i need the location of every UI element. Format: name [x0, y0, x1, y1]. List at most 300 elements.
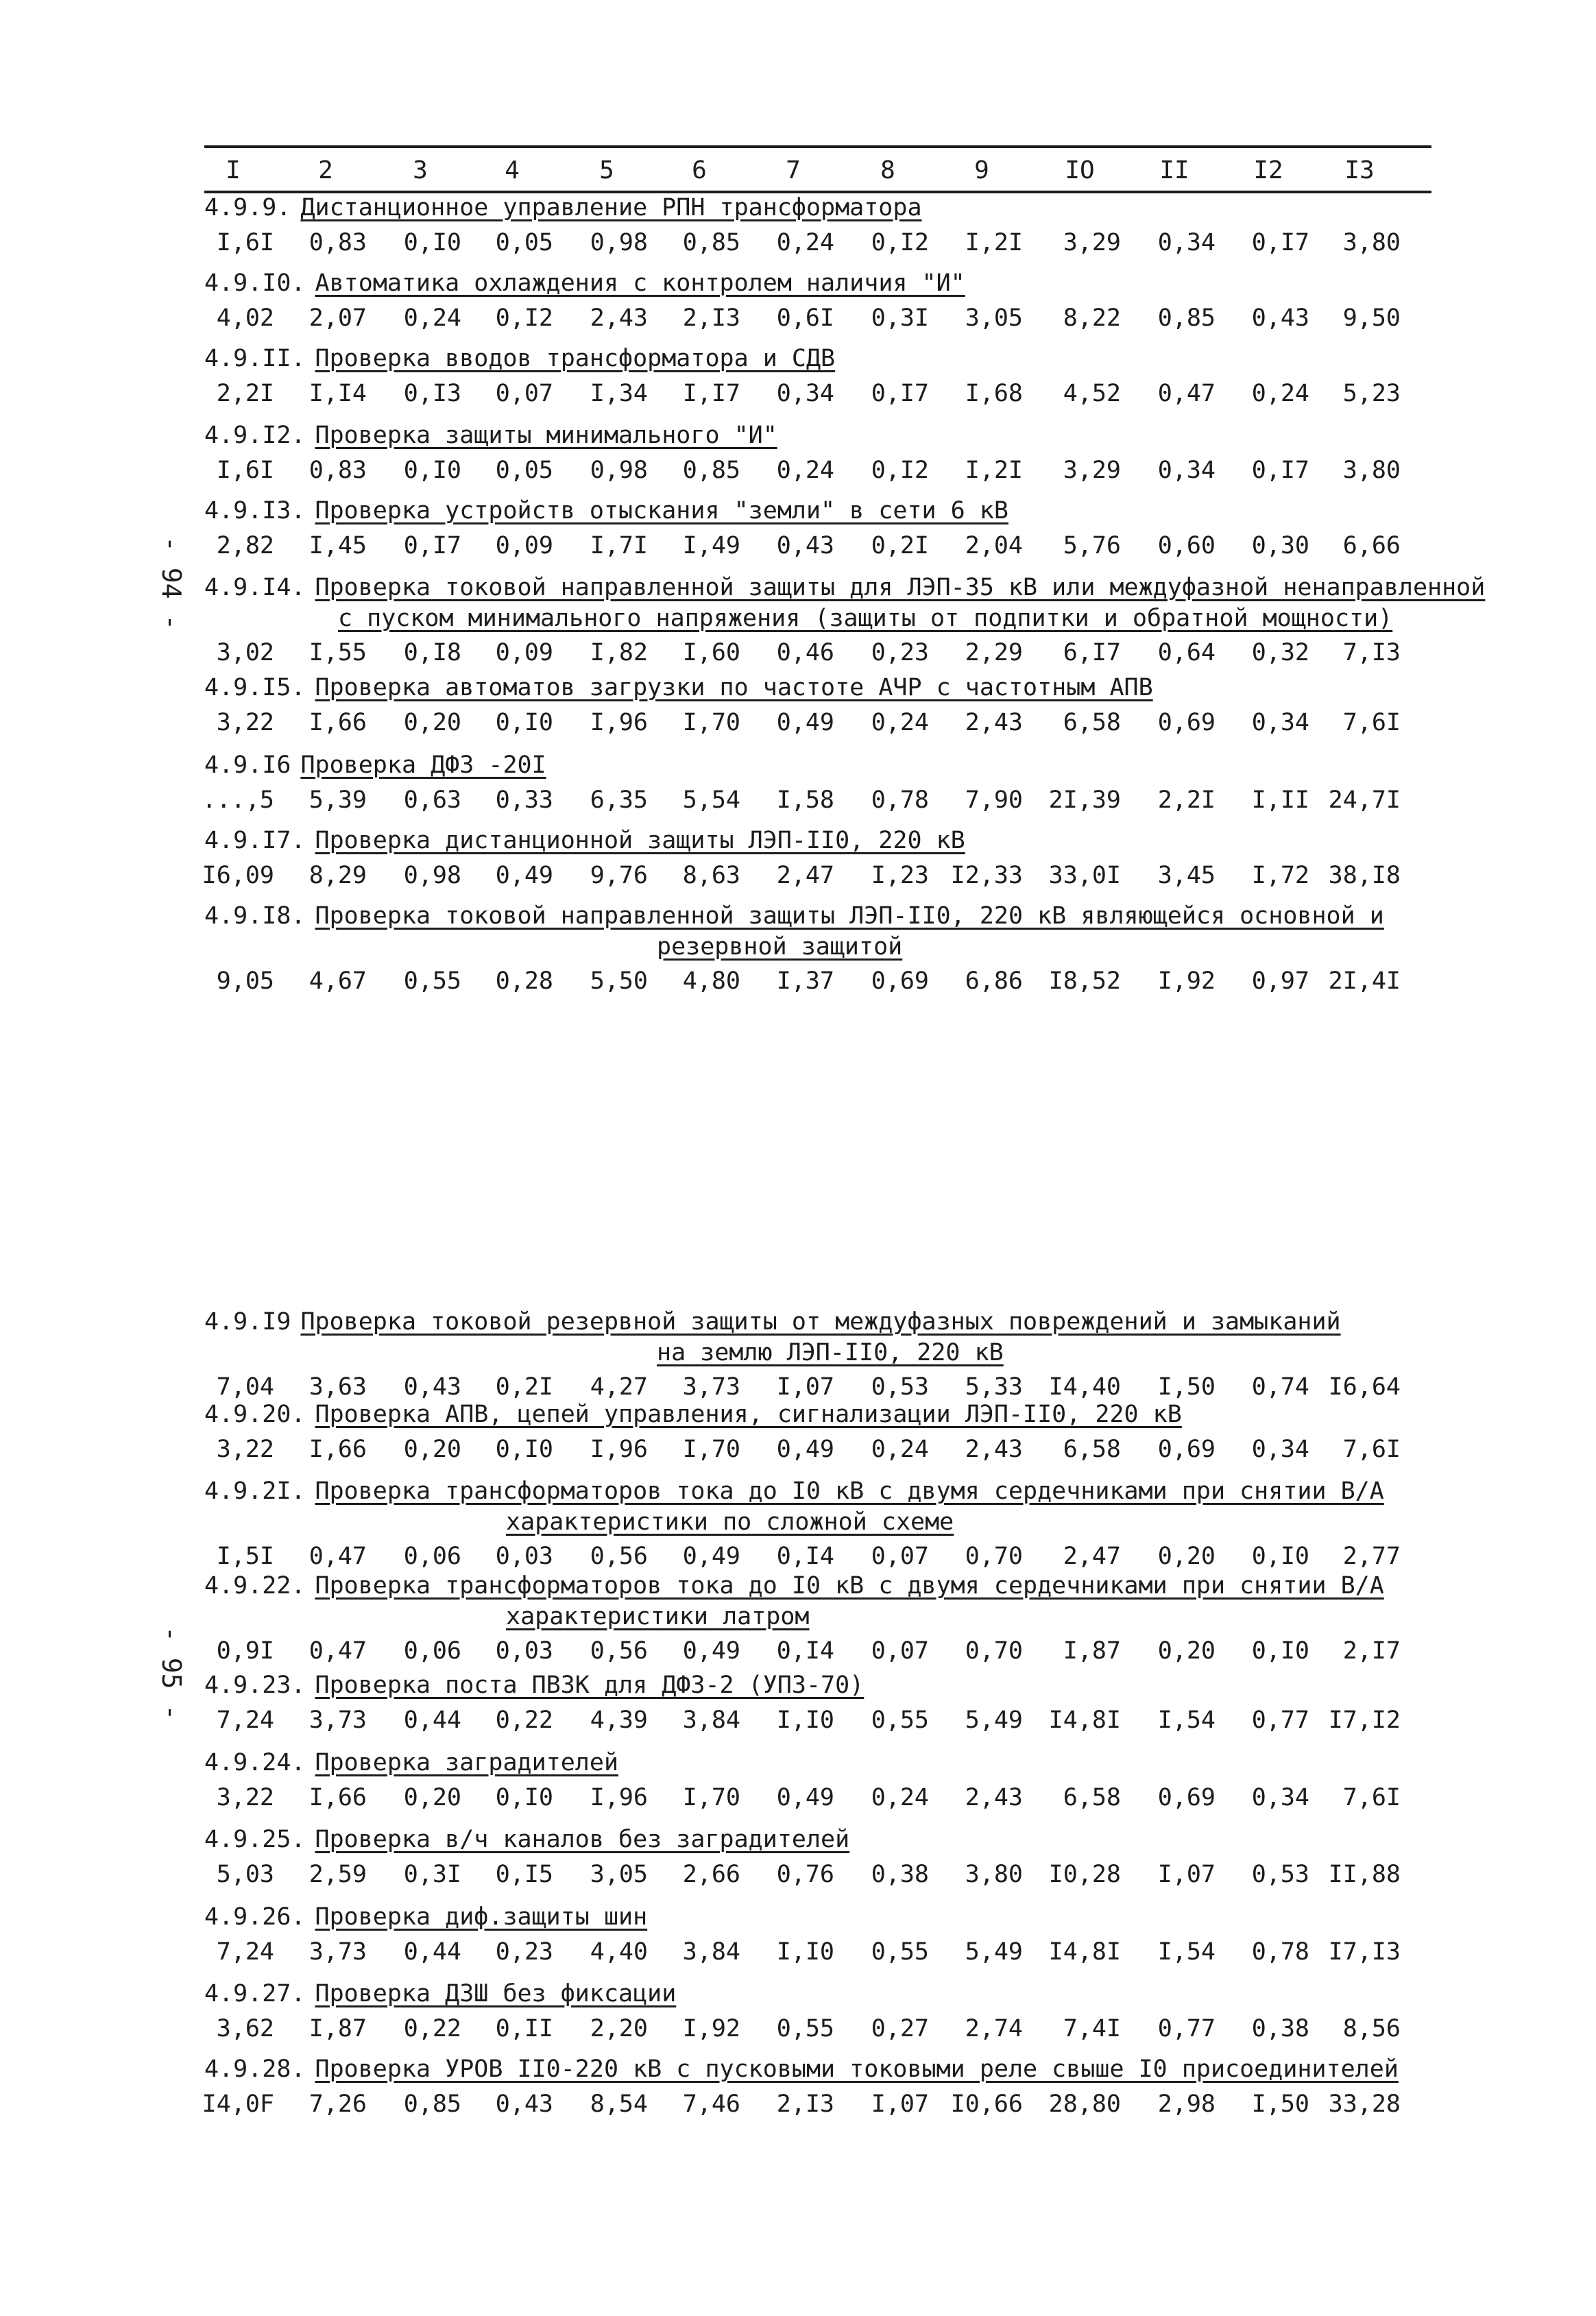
item-number: 4.9.I9 [204, 1308, 291, 1336]
value-cell: 8,63 [682, 862, 740, 889]
work-item-title [204, 343, 1438, 374]
value-cell: 0,2I [495, 1373, 553, 1401]
value-cell: II,88 [1328, 1861, 1401, 1888]
item-number: 4.9.I5. [204, 674, 306, 701]
value-cell: 0,20 [1157, 1637, 1216, 1665]
value-cell: 0,3I [403, 1861, 461, 1888]
work-item [204, 749, 1438, 817]
value-cell: 2,I7 [1342, 1637, 1401, 1665]
value-cell: 0,22 [403, 2015, 461, 2042]
value-cell: 2,43 [965, 709, 1023, 736]
value-cell: I,2I [965, 229, 1023, 256]
value-cell: 9,50 [1342, 304, 1401, 332]
header-col-1: I [226, 156, 241, 184]
value-cell: 0,I3 [403, 380, 461, 407]
work-item-title [204, 1978, 1438, 2010]
header-col-3: 3 [413, 156, 428, 184]
value-cell: 0,07 [495, 380, 553, 407]
value-cell: 2,43 [590, 304, 648, 332]
value-cell: 0,43 [495, 2090, 553, 2118]
value-cell: 3,22 [216, 709, 274, 736]
item-number: 4.9.I8. [204, 902, 306, 930]
value-cell: 0,I8 [403, 639, 461, 666]
value-cell: I,07 [871, 2090, 929, 2118]
value-cell: 4,02 [216, 304, 274, 332]
value-cell: 6,I7 [1063, 639, 1121, 666]
value-cell: I,45 [309, 532, 367, 559]
value-cell: I,07 [1157, 1861, 1216, 1888]
value-cell: 6,86 [965, 967, 1023, 995]
work-item-title [204, 672, 1438, 703]
value-cell: 2,07 [309, 304, 367, 332]
work-item-title [204, 1824, 1438, 1855]
work-item-title [204, 749, 1438, 781]
value-cell: 8,29 [309, 862, 367, 889]
value-cell: I,92 [1157, 967, 1216, 995]
value-cell: 0,55 [871, 1938, 929, 1966]
value-cell: 0,78 [871, 786, 929, 814]
value-cell: 2,66 [682, 1861, 740, 1888]
item-title-text: Проверка вводов трансформатора и СДВ [315, 345, 836, 372]
value-cell: I,96 [590, 1784, 648, 1811]
value-cell: 0,34 [1251, 1784, 1309, 1811]
value-cell: 0,85 [403, 2090, 461, 2118]
work-item-title [204, 495, 1438, 527]
value-cell: 0,I4 [776, 1637, 834, 1665]
value-cell: I4,0F [202, 2090, 274, 2118]
item-title-text: Проверка защиты минимального "И" [315, 422, 777, 449]
value-cell: 2,47 [1063, 1543, 1121, 1570]
value-cell: I,72 [1251, 862, 1309, 889]
value-cell: 0,23 [495, 1938, 553, 1966]
values-row [204, 1704, 1438, 1737]
value-cell: 0,32 [1251, 639, 1309, 666]
work-item [204, 1399, 1438, 1466]
value-cell: I,92 [682, 2015, 740, 2042]
value-cell: 0,28 [495, 967, 553, 995]
value-cell: 5,03 [216, 1861, 274, 1888]
value-cell: I7,I2 [1328, 1706, 1401, 1734]
value-cell: 3,62 [216, 2015, 274, 2042]
value-cell: 2,77 [1342, 1543, 1401, 1570]
value-cell: I,54 [1157, 1938, 1216, 1966]
value-cell: I,6I [216, 229, 274, 256]
value-cell: 4,52 [1063, 380, 1121, 407]
value-cell: 2,29 [965, 639, 1023, 666]
item-title-text: Проверка автоматов загрузки по частоте АЧР с частотным АПВ [315, 674, 1153, 701]
value-cell: 0,69 [1157, 1784, 1216, 1811]
value-cell: 0,09 [495, 639, 553, 666]
value-cell: I,96 [590, 1436, 648, 1463]
value-cell: 0,03 [495, 1543, 553, 1570]
value-cell: 0,53 [1251, 1861, 1309, 1888]
values-row [204, 529, 1438, 562]
value-cell: 33,0I [1048, 862, 1121, 889]
value-cell: 0,07 [871, 1543, 929, 1570]
value-cell: 5,49 [965, 1706, 1023, 1734]
value-cell: I,2I [965, 457, 1023, 484]
work-item [204, 1669, 1438, 1737]
value-cell: I,II [1251, 786, 1309, 814]
value-cell: 0,98 [590, 229, 648, 256]
value-cell: 2,I3 [776, 2090, 834, 2118]
values-row [204, 706, 1438, 739]
value-cell: 0,77 [1251, 1706, 1309, 1734]
value-cell: 0,I5 [495, 1861, 553, 1888]
value-cell: 0,44 [403, 1706, 461, 1734]
values-row [204, 1433, 1438, 1466]
values-row [204, 1540, 1438, 1573]
value-cell: 0,49 [776, 1436, 834, 1463]
item-title-text: Проверка в/ч каналов без заградителей [315, 1826, 850, 1853]
value-cell: I0,66 [950, 2090, 1023, 2118]
value-cell: 0,47 [309, 1543, 367, 1570]
work-item-title [204, 825, 1438, 856]
value-cell: 3,80 [1342, 457, 1401, 484]
item-title-text: Проверка устройств отыскания "земли" в сети 6 кВ [315, 497, 1008, 524]
item-number: 4.9.2I. [204, 1477, 306, 1505]
value-cell: 2,98 [1157, 2090, 1216, 2118]
value-cell: I,66 [309, 1436, 367, 1463]
value-cell: 0,33 [495, 786, 553, 814]
value-cell: I,23 [871, 862, 929, 889]
value-cell: 0,05 [495, 457, 553, 484]
header-col-13: I3 [1344, 156, 1375, 184]
value-cell: 0,70 [965, 1637, 1023, 1665]
work-item-title [204, 1901, 1438, 1933]
value-cell: 7,I3 [1342, 639, 1401, 666]
header-col-10: IO [1065, 156, 1095, 184]
value-cell: 0,07 [871, 1637, 929, 1665]
value-cell: 0,77 [1157, 2015, 1216, 2042]
work-item [204, 1978, 1438, 2045]
value-cell: 2I,39 [1048, 786, 1121, 814]
value-cell: ...,5 [202, 786, 274, 814]
value-cell: 2,43 [965, 1784, 1023, 1811]
value-cell: 0,76 [776, 1861, 834, 1888]
value-cell: 4,39 [590, 1706, 648, 1734]
value-cell: I7,I3 [1328, 1938, 1401, 1966]
value-cell: 0,43 [1251, 304, 1309, 332]
value-cell: 0,49 [776, 1784, 834, 1811]
value-cell: 3,45 [1157, 862, 1216, 889]
value-cell: 0,34 [1251, 1436, 1309, 1463]
value-cell: 8,56 [1342, 2015, 1401, 2042]
work-item [204, 267, 1438, 335]
value-cell: I,70 [682, 709, 740, 736]
item-number: 4.9.I7. [204, 827, 306, 854]
value-cell: I,7I [590, 532, 648, 559]
work-item-title [204, 572, 1486, 603]
work-item [204, 572, 1486, 669]
work-item [204, 1570, 1438, 1667]
values-row [204, 377, 1438, 410]
value-cell: I,07 [776, 1373, 834, 1401]
item-number: 4.9.I2. [204, 422, 306, 449]
item-title-continuation: характеристики по сложной схеме [506, 1508, 954, 1536]
value-cell: 0,I4 [776, 1543, 834, 1570]
value-cell: 3,63 [309, 1373, 367, 1401]
value-cell: 7,46 [682, 2090, 740, 2118]
value-cell: 0,I7 [1251, 457, 1309, 484]
item-title-text: Проверка УРОВ II0-220 кВ с пусковыми токовыми реле свыше I0 присоединителей [315, 2055, 1399, 2083]
value-cell: 0,6I [776, 304, 834, 332]
value-cell: 0,69 [871, 967, 929, 995]
value-cell: 0,03 [495, 1637, 553, 1665]
value-cell: 0,05 [495, 229, 553, 256]
item-number: 4.9.23. [204, 1672, 306, 1699]
header-col-4: 4 [505, 156, 520, 184]
value-cell: 0,85 [682, 229, 740, 256]
value-cell: 0,53 [871, 1373, 929, 1401]
value-cell: 3,84 [682, 1706, 740, 1734]
value-cell: 3,80 [965, 1861, 1023, 1888]
value-cell: 6,58 [1063, 709, 1121, 736]
value-cell: 0,27 [871, 2015, 929, 2042]
item-number: 4.9.26. [204, 1903, 306, 1931]
item-number: 4.9.I6 [204, 751, 291, 779]
value-cell: I,I7 [682, 380, 740, 407]
work-item-title [204, 420, 1438, 451]
value-cell: 5,39 [309, 786, 367, 814]
value-cell: 5,49 [965, 1938, 1023, 1966]
value-cell: I,I0 [776, 1938, 834, 1966]
value-cell: 9,76 [590, 862, 648, 889]
value-cell: 0,70 [965, 1543, 1023, 1570]
value-cell: 0,43 [403, 1373, 461, 1401]
value-cell: 0,I0 [403, 457, 461, 484]
value-cell: I,50 [1157, 1373, 1216, 1401]
value-cell: 0,I7 [871, 380, 929, 407]
value-cell: 0,I0 [1251, 1637, 1309, 1665]
values-row [204, 2012, 1438, 2045]
work-item [204, 1306, 1438, 1403]
value-cell: 0,24 [871, 1784, 929, 1811]
value-cell: I,6I [216, 457, 274, 484]
value-cell: I,66 [309, 709, 367, 736]
value-cell: 0,47 [309, 1637, 367, 1665]
value-cell: 0,56 [590, 1637, 648, 1665]
item-number: 4.9.28. [204, 2055, 306, 2083]
item-title-text: Проверка трансформаторов тока до I0 кВ с двумя сердечниками при снятии В/А [315, 1477, 1384, 1505]
work-item-title [204, 1399, 1438, 1430]
value-cell: 2,47 [776, 862, 834, 889]
value-cell: 0,83 [309, 229, 367, 256]
value-cell: 0,49 [682, 1543, 740, 1570]
value-cell: 0,20 [1157, 1543, 1216, 1570]
value-cell: 2,2I [1157, 786, 1216, 814]
value-cell: 7,24 [216, 1938, 274, 1966]
item-title-text: Проверка поста ПВЗК для ДФЗ-2 (УПЗ-70) [315, 1672, 864, 1699]
value-cell: 2,82 [216, 532, 274, 559]
value-cell: 3,73 [309, 1706, 367, 1734]
value-cell: I4,8I [1048, 1938, 1121, 1966]
value-cell: 5,23 [1342, 380, 1401, 407]
header-col-8: 8 [880, 156, 895, 184]
value-cell: 0,9I [216, 1637, 274, 1665]
value-cell: 0,09 [495, 532, 553, 559]
value-cell: I0,28 [1048, 1861, 1121, 1888]
value-cell: 0,I0 [495, 709, 553, 736]
value-cell: 0,30 [1251, 532, 1309, 559]
value-cell: I,70 [682, 1784, 740, 1811]
value-cell: 38,I8 [1328, 862, 1401, 889]
value-cell: 6,58 [1063, 1436, 1121, 1463]
value-cell: 0,I7 [1251, 229, 1309, 256]
header-col-12: I2 [1253, 156, 1283, 184]
item-number: 4.9.22. [204, 1572, 306, 1600]
value-cell: 5,50 [590, 967, 648, 995]
value-cell: I,70 [682, 1436, 740, 1463]
values-row [204, 965, 1438, 998]
value-cell: I,87 [309, 2015, 367, 2042]
item-title-text: Проверка АПВ, цепей управления, сигнализации ЛЭП-II0, 220 кВ [315, 1401, 1182, 1428]
work-item [204, 900, 1438, 998]
value-cell: 7,6I [1342, 1436, 1401, 1463]
item-number: 4.9.I0. [204, 269, 306, 297]
value-cell: I,I4 [309, 380, 367, 407]
table-header [204, 145, 1431, 193]
values-row [204, 1935, 1438, 1968]
work-item-title [204, 1669, 1438, 1701]
value-cell: 0,34 [1157, 457, 1216, 484]
values-row [204, 302, 1438, 335]
value-cell: 0,34 [776, 380, 834, 407]
value-cell: 0,47 [1157, 380, 1216, 407]
value-cell: 0,60 [1157, 532, 1216, 559]
item-number: 4.9.I3. [204, 497, 306, 524]
value-cell: 0,I0 [495, 1784, 553, 1811]
values-row [204, 226, 1438, 259]
value-cell: 0,97 [1251, 967, 1309, 995]
value-cell: 7,6I [1342, 1784, 1401, 1811]
work-item [204, 825, 1438, 892]
value-cell: 0,24 [871, 1436, 929, 1463]
value-cell: 0,06 [403, 1543, 461, 1570]
value-cell: 0,55 [871, 1706, 929, 1734]
item-title-text: Проверка ДФЗ -20I [300, 751, 546, 779]
item-title-text: Проверка заградителей [315, 1749, 619, 1776]
value-cell: 0,69 [1157, 1436, 1216, 1463]
value-cell: 0,46 [776, 639, 834, 666]
value-cell: I,58 [776, 786, 834, 814]
item-number: 4.9.27. [204, 1980, 306, 2007]
value-cell: 0,64 [1157, 639, 1216, 666]
value-cell: 0,24 [776, 229, 834, 256]
work-item-title [204, 1747, 1438, 1778]
value-cell: I4,40 [1048, 1373, 1121, 1401]
value-cell: 4,27 [590, 1373, 648, 1401]
values-row [204, 1858, 1438, 1891]
value-cell: 3,05 [590, 1861, 648, 1888]
item-title-text: Проверка диф.защиты шин [315, 1903, 648, 1931]
value-cell: 33,28 [1328, 2090, 1401, 2118]
value-cell: 8,22 [1063, 304, 1121, 332]
value-cell: 0,24 [403, 304, 461, 332]
value-cell: I,I0 [776, 1706, 834, 1734]
item-title-text: Проверка токовой направленной защиты для ЛЭП-35 кВ или междуфазной ненаправленной [315, 574, 1486, 601]
value-cell: 0,49 [776, 709, 834, 736]
work-item [204, 1747, 1438, 1814]
work-item [204, 2053, 1438, 2121]
value-cell: 0,55 [403, 967, 461, 995]
header-col-2: 2 [318, 156, 333, 184]
value-cell: 0,85 [682, 457, 740, 484]
value-cell: 2,2I [216, 380, 274, 407]
value-cell: 3,05 [965, 304, 1023, 332]
value-cell: 0,II [495, 2015, 553, 2042]
work-item [204, 672, 1438, 739]
page-number-95: - 95 - [156, 1626, 186, 1721]
value-cell: 0,24 [1251, 380, 1309, 407]
value-cell: 0,43 [776, 532, 834, 559]
value-cell: 0,20 [403, 1436, 461, 1463]
value-cell: 0,78 [1251, 1938, 1309, 1966]
value-cell: I,68 [965, 380, 1023, 407]
value-cell: I,5I [216, 1543, 274, 1570]
value-cell: 3,22 [216, 1784, 274, 1811]
values-row [204, 859, 1438, 892]
item-title-text: Дистанционное управление РПН трансформатора [300, 194, 922, 221]
item-title-text: Проверка ДЗШ без фиксации [315, 1980, 677, 2007]
value-cell: 0,49 [495, 862, 553, 889]
value-cell: 2,04 [965, 532, 1023, 559]
value-cell: 3,73 [682, 1373, 740, 1401]
work-item [204, 495, 1438, 562]
value-cell: 7,90 [965, 786, 1023, 814]
work-item [204, 1475, 1438, 1573]
value-cell: 4,80 [682, 967, 740, 995]
value-cell: 3,29 [1063, 229, 1121, 256]
value-cell: 0,34 [1157, 229, 1216, 256]
value-cell: 0,44 [403, 1938, 461, 1966]
value-cell: 5,33 [965, 1373, 1023, 1401]
value-cell: I,55 [309, 639, 367, 666]
item-title-text: Автоматика охлаждения с контролем наличия "И" [315, 269, 965, 297]
header-col-5: 5 [599, 156, 614, 184]
value-cell: I6,09 [202, 862, 274, 889]
value-cell: 0,I0 [403, 229, 461, 256]
value-cell: I,66 [309, 1784, 367, 1811]
work-item-title [204, 900, 1438, 932]
value-cell: 0,85 [1157, 304, 1216, 332]
value-cell: 0,69 [1157, 709, 1216, 736]
value-cell: 0,24 [776, 457, 834, 484]
value-cell: 5,76 [1063, 532, 1121, 559]
work-item [204, 343, 1438, 410]
value-cell: I,60 [682, 639, 740, 666]
value-cell: 6,58 [1063, 1784, 1121, 1811]
item-title-text: Проверка трансформаторов тока до I0 кВ с двумя сердечниками при снятии В/А [315, 1572, 1384, 1600]
value-cell: 3,73 [309, 1938, 367, 1966]
work-item [204, 1824, 1438, 1891]
value-cell: 0,I2 [495, 304, 553, 332]
header-col-11: II [1159, 156, 1189, 184]
value-cell: 0,34 [1251, 709, 1309, 736]
value-cell: 3,22 [216, 1436, 274, 1463]
item-title-text: Проверка токовой направленной защиты ЛЭП-II0, 220 кВ являющейся основной и [315, 902, 1384, 930]
work-item-title [204, 1570, 1438, 1602]
value-cell: 28,80 [1048, 2090, 1121, 2118]
value-cell: 3,29 [1063, 457, 1121, 484]
value-cell: I,96 [590, 709, 648, 736]
value-cell: 9,05 [216, 967, 274, 995]
work-item-title [204, 1306, 1438, 1338]
value-cell: 0,49 [682, 1637, 740, 1665]
value-cell: 3,02 [216, 639, 274, 666]
item-title-continuation: с пуском минимального напряжения (защиты от подпитки и обратной мощности) [338, 605, 1393, 632]
value-cell: 0,I2 [871, 457, 929, 484]
